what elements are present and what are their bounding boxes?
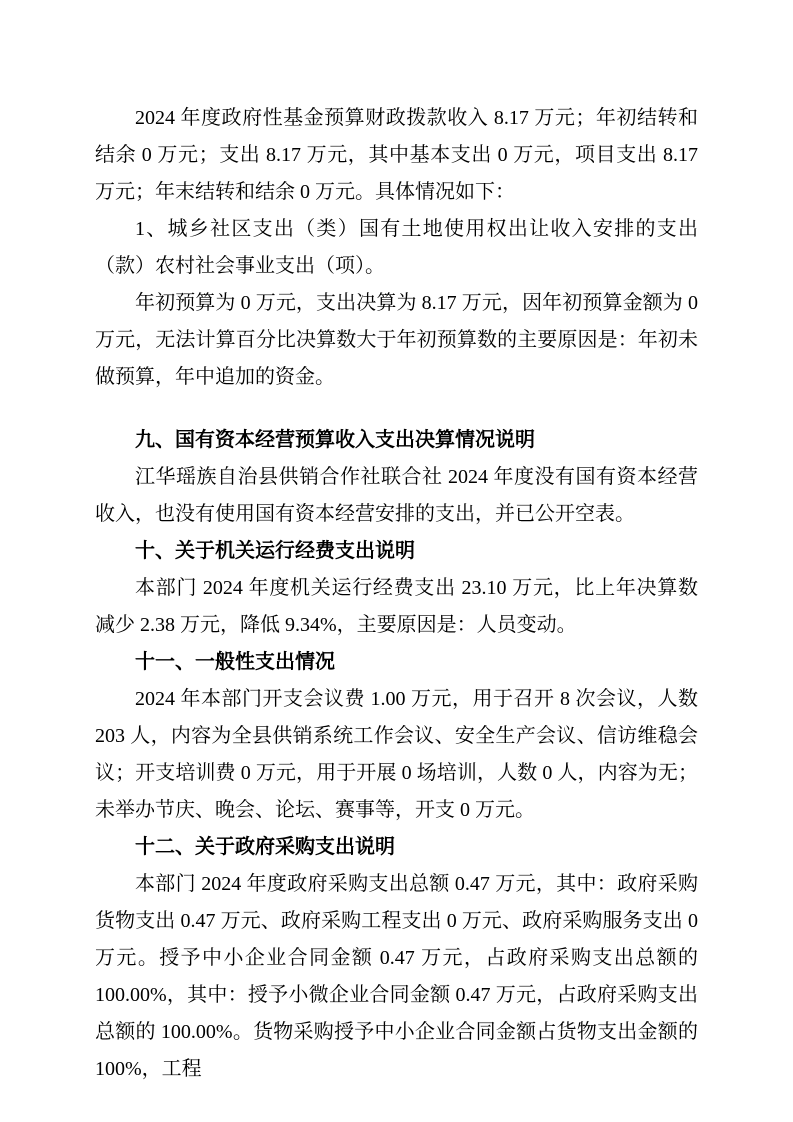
section-heading-12-gov-procurement: 十二、关于政府采购支出说明 [135, 836, 395, 858]
paragraph-state-capital-statement: 江华瑶族自治县供销合作社联合社 2024 年度没有国有资本经营收入，也没有使用国有资本经营安排的支出，并已公开空表。 [95, 466, 698, 525]
section-heading-9-state-capital: 九、国有资本经营预算收入支出决算情况说明 [135, 429, 535, 451]
section-heading-10-operating-expenses: 十、关于机关运行经费支出说明 [135, 540, 415, 562]
paragraph-budget-variance-reason: 年初预算为 0 万元，支出决算为 8.17 万元，因年初预算金额为 0 万元，无法计算百分比决算数大于年初预算数的主要原因是：年初未做预算，年中追加的资金。 [95, 292, 698, 388]
paragraph-urban-rural-community-item: 1、城乡社区支出（类）国有土地使用权出让收入安排的支出（款）农村社会事业支出（项）。 [95, 218, 698, 277]
paragraph-gov-procurement-statement: 本部门 2024 年度政府采购支出总额 0.47 万元，其中：政府采购货物支出 0.47 万元、政府采购工程支出 0 万元、政府采购服务支出 0 万元。授予中小企业合同金额 0.47 万元，占政府采购支出总额的 100.00%，其中：授予小微企业合同金额 0.47 万元，占政府采购支出总额的 100.00%。货物采购授予中小企业合同金额占货物支出金额的 100%，工程 [95, 873, 698, 1080]
paragraph-general-expenditure-statement: 2024 年本部门开支会议费 1.00 万元，用于召开 8 次会议，人数 203 人，内容为全县供销系统工作会议、安全生产会议、信访维稳会议；开支培训费 0 万元，用于开展 0 场培训，人数 0 人，内容为无；未举办节庆、晚会、论坛、赛事等，开支 0 万元。 [95, 688, 698, 821]
paragraph-gov-fund-budget-summary: 2024 年度政府性基金预算财政拨款收入 8.17 万元；年初结转和结余 0 万元；支出 8.17 万元，其中基本支出 0 万元，项目支出 8.17 万元；年末结转和结余 0 万元。具体情况如下： [95, 107, 698, 203]
paragraph-operating-expenses-statement: 本部门 2024 年度机关运行经费支出 23.10 万元，比上年决算数减少 2.38 万元，降低 9.34%，主要原因是：人员变动。 [95, 577, 698, 636]
section-heading-11-general-expenditure: 十一、一般性支出情况 [135, 651, 335, 673]
